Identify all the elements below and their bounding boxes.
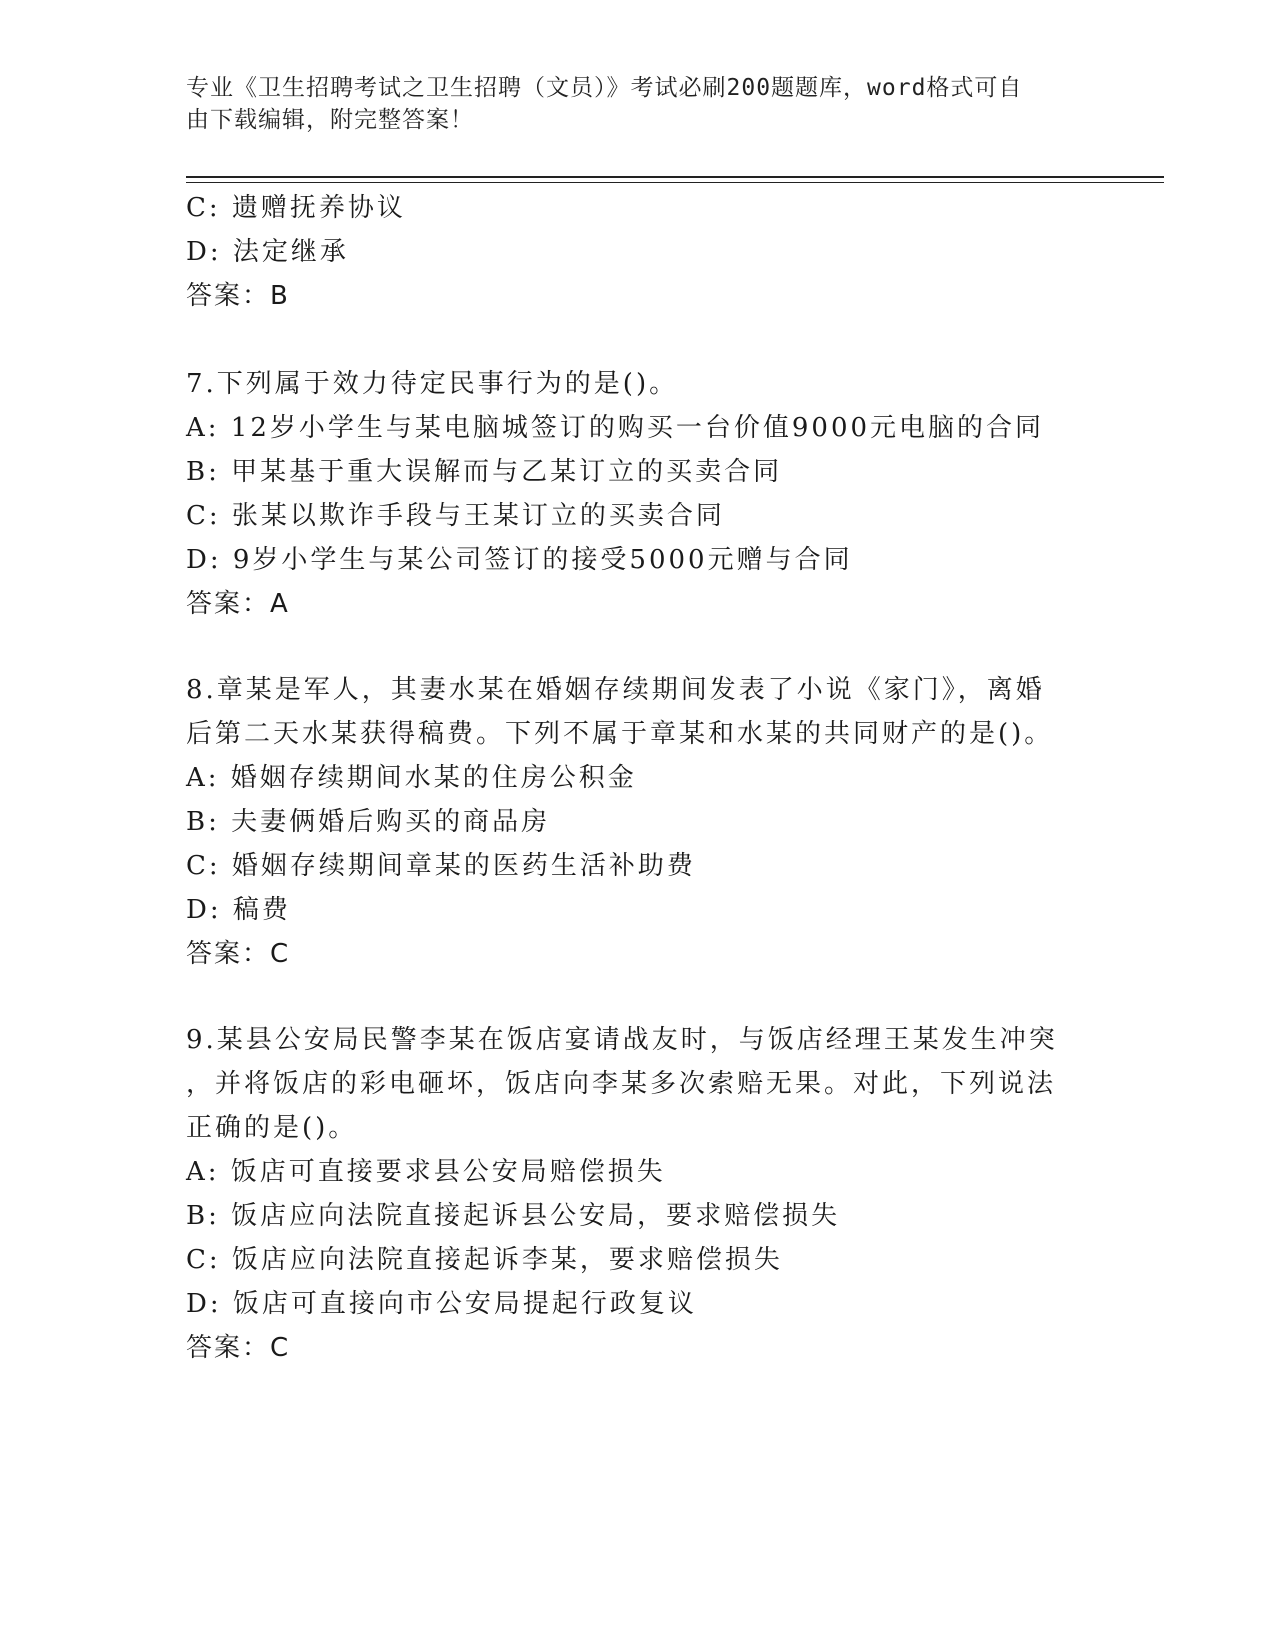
header-divider-thin: [186, 182, 1164, 183]
document-header: [186, 72, 1086, 136]
header-divider-thick: [186, 176, 1164, 178]
prev-question-answer: 答案：B: [186, 281, 290, 311]
q9-option-d: D: 饭店可直接向市公安局提起行政复议: [186, 1289, 697, 1319]
q9-option-c: C: 饭店应向法院直接起诉李某，要求赔偿损失: [186, 1245, 783, 1275]
q9-stem-line-3: 正确的是()。: [186, 1113, 358, 1143]
q7-option-d: D: 9岁小学生与某公司签订的接受5000元赠与合同: [186, 545, 853, 575]
q9-answer: 答案：C: [186, 1333, 291, 1363]
prev-question-option-c: C: 遗赠抚养协议: [186, 193, 406, 223]
q8-option-a: A: 婚姻存续期间水某的住房公积金: [186, 763, 637, 793]
q9-stem-line-2: ，并将饭店的彩电砸坏，饭店向李某多次索赔无果。对此，下列说法: [186, 1069, 1057, 1099]
q9-stem-line-1: 9.某县公安局民警李某在饭店宴请战友时，与饭店经理王某发生冲突: [186, 1025, 1058, 1055]
q8-option-d: D: 稿费: [186, 895, 291, 925]
q9-option-b: B: 饭店应向法院直接起诉县公安局，要求赔偿损失: [186, 1201, 841, 1231]
q7-option-b: B: 甲某基于重大误解而与乙某订立的买卖合同: [186, 457, 783, 487]
q9-option-a: A: 饭店可直接要求县公安局赔偿损失: [186, 1157, 666, 1187]
q7-stem: 7.下列属于效力待定民事行为的是()。: [186, 369, 679, 399]
prev-question-option-d: D: 法定继承: [186, 237, 349, 267]
q8-stem-line-2: 后第二天水某获得稿费。下列不属于章某和水某的共同财产的是()。: [186, 719, 1054, 749]
q8-option-c: C: 婚姻存续期间章某的医药生活补助费: [186, 851, 696, 881]
q8-stem-line-1: 8.章某是军人，其妻水某在婚姻存续期间发表了小说《家门》，离婚: [186, 675, 1045, 705]
q8-answer: 答案：C: [186, 939, 291, 969]
q7-answer: 答案：A: [186, 589, 290, 619]
q7-option-c: C: 张某以欺诈手段与王某订立的买卖合同: [186, 501, 725, 531]
q7-option-a: A: 12岁小学生与某电脑城签订的购买一台价值9000元电脑的合同: [186, 413, 1045, 443]
header-line-2: 由下载编辑，附完整答案！: [186, 107, 474, 133]
q8-option-b: B: 夫妻俩婚后购买的商品房: [186, 807, 551, 837]
header-line-1: 专业《卫生招聘考试之卫生招聘（文员）》考试必刷200题题库，word格式可自: [186, 75, 1023, 101]
